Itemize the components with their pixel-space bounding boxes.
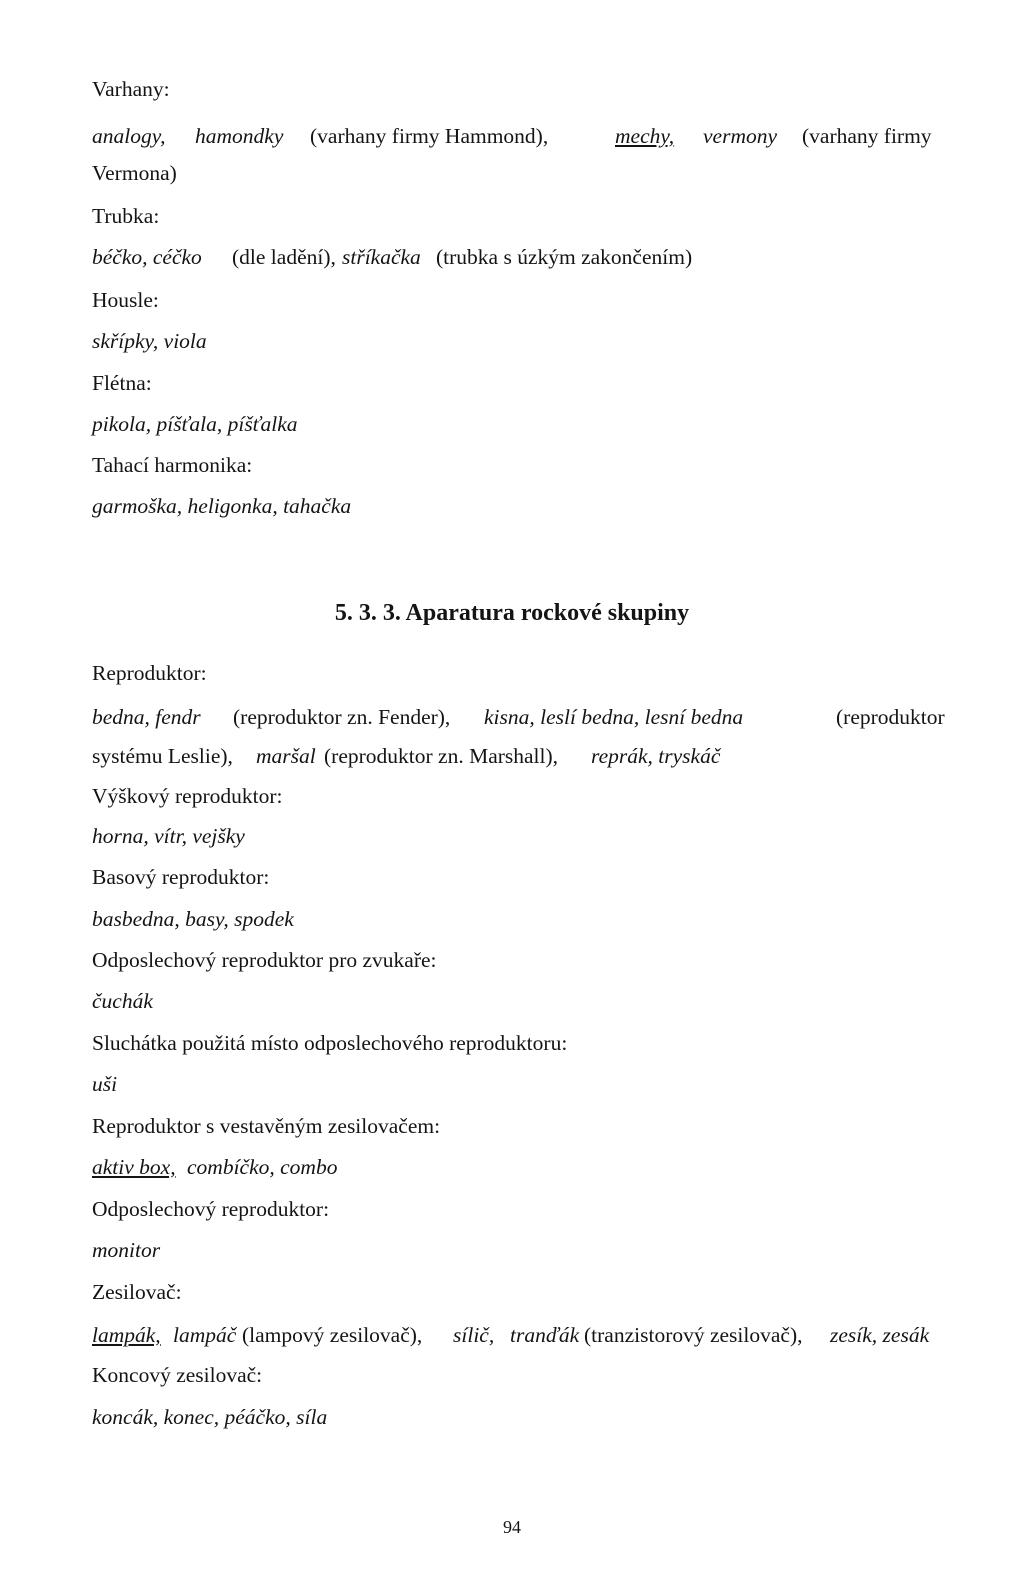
- gloss: (varhany firmy Hammond),: [310, 124, 549, 148]
- label-text: Výškový reproduktor:: [92, 784, 283, 808]
- term: béčko, céčko: [92, 245, 202, 269]
- gloss: Vermona): [92, 161, 177, 185]
- gloss: (trubka s úzkým zakončením): [436, 245, 693, 269]
- label-text: Zesilovač:: [92, 1280, 182, 1304]
- term: vermony: [703, 124, 778, 148]
- gloss: (lampový zesilovač),: [242, 1323, 423, 1347]
- term: maršal: [256, 744, 316, 768]
- page-number: 94: [503, 1517, 521, 1537]
- label-text: Flétna:: [92, 371, 152, 395]
- term: koncák, konec, péáčko, síla: [92, 1405, 328, 1429]
- label-text: Koncový zesilovač:: [92, 1363, 263, 1387]
- gloss: (dle ladění),: [232, 245, 336, 269]
- label-text: Tahací harmonika:: [92, 453, 253, 477]
- label-text: Odposlechový reproduktor:: [92, 1197, 330, 1221]
- term: analogy,: [92, 124, 166, 148]
- term: čuchák: [92, 989, 153, 1013]
- label-text: Reproduktor s vestavěným zesilovačem:: [92, 1114, 441, 1138]
- term: pikola, píšťala, píšťalka: [92, 412, 298, 436]
- gloss: (varhany firmy: [802, 124, 932, 148]
- term: monitor: [92, 1238, 161, 1262]
- label-text: Basový reproduktor:: [92, 865, 270, 889]
- gloss: (reproduktor zn. Fender),: [233, 705, 451, 729]
- term: lampák,: [92, 1323, 161, 1347]
- term: reprák, tryskáč: [591, 744, 721, 768]
- label-text: Trubka:: [92, 204, 160, 228]
- label-text: Reproduktor:: [92, 661, 207, 685]
- term: hamondky: [195, 124, 284, 148]
- term: bedna, fendr: [92, 705, 201, 729]
- term: lampáč: [173, 1323, 237, 1347]
- term: stříkačka: [342, 245, 421, 269]
- gloss: (reproduktor zn. Marshall),: [324, 744, 559, 768]
- label-text: Housle:: [92, 288, 159, 312]
- label-text: Odposlechový reproduktor pro zvukaře:: [92, 948, 437, 972]
- label-text: Sluchátka použitá místo odposlechového reproduktoru:: [92, 1031, 568, 1055]
- term: combíčko, combo: [187, 1155, 338, 1179]
- term: garmoška, heligonka, tahačka: [92, 494, 352, 518]
- term: zesík, zesák: [830, 1323, 930, 1347]
- term: sílič,: [453, 1323, 495, 1347]
- gloss: systému Leslie),: [92, 744, 233, 768]
- term: tranďák: [510, 1323, 580, 1347]
- gloss: (reproduktor: [836, 705, 945, 729]
- term: uši: [92, 1072, 118, 1096]
- label-text: Varhany:: [92, 77, 170, 101]
- term: aktiv box,: [92, 1155, 176, 1179]
- term: mechy,: [615, 124, 675, 148]
- section-heading: 5. 3. 3. Aparatura rockové skupiny: [334, 600, 690, 626]
- term: skřípky, viola: [92, 329, 207, 353]
- term: basbedna, basy, spodek: [92, 907, 294, 931]
- term: kisna, leslí bedna, lesní bedna: [484, 705, 744, 729]
- term: horna, vítr, vejšky: [92, 824, 245, 848]
- gloss: (tranzistorový zesilovač),: [584, 1323, 803, 1347]
